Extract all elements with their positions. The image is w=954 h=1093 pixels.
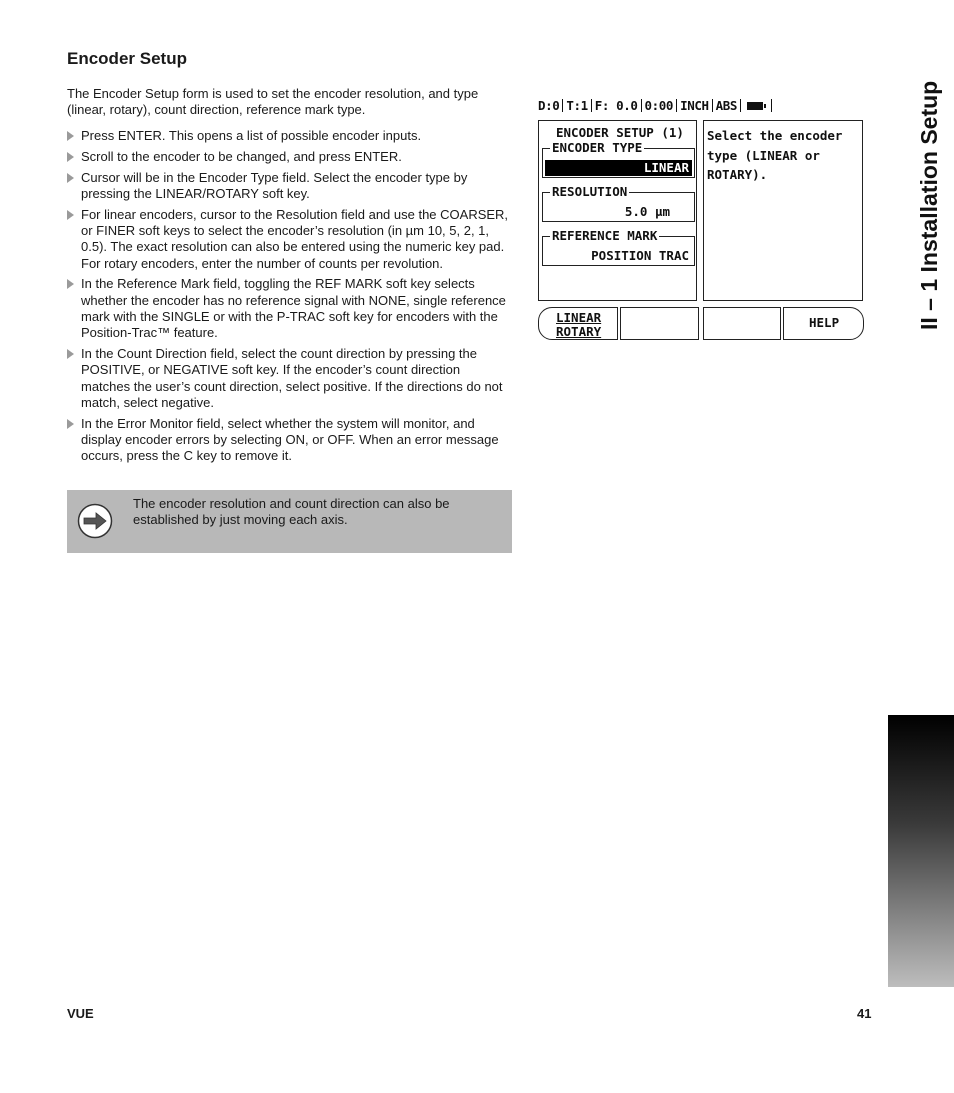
step-text: In the Count Direction field, select the count direction by pressing the POSITIVE, or NEGATIVE soft key. If the encoder’s count direction matches the user’s count direction, select positive. If the directions do not match, select negative. bbox=[81, 346, 503, 410]
softkey-blank-3[interactable] bbox=[703, 307, 781, 340]
reference-mark-field[interactable] bbox=[542, 228, 695, 266]
tool-indicator: T:1 bbox=[566, 98, 588, 113]
list-item bbox=[67, 170, 512, 203]
bullet-triangle-icon bbox=[67, 152, 74, 162]
help-panel bbox=[703, 120, 863, 301]
step-text: Scroll to the encoder to be changed, and press ENTER. bbox=[81, 148, 402, 164]
bullet-triangle-icon bbox=[67, 419, 74, 429]
reference-mark-value[interactable]: POSITION TRAC bbox=[591, 248, 689, 263]
list-item bbox=[67, 128, 512, 144]
encoder-type-field[interactable] bbox=[542, 140, 695, 178]
step-text: Press ENTER. This opens a list of possible encoder inputs. bbox=[81, 128, 422, 143]
linear-rotary-softkey[interactable] bbox=[538, 307, 618, 340]
feed-indicator: F: 0.0 bbox=[594, 98, 638, 113]
step-text: For linear encoders, cursor to the Resolution field and use the COARSER, or FINER soft keys to select the encoder’s resolution (in µm 10, 5, 2, 1, 0.5). The exact resolution can also be entered using the numeric key pad. For rotary encoders, enter the number of counts per revolution. bbox=[81, 206, 509, 271]
step-text: In the Reference Mark field, toggling the REF MARK soft key selects whether the encoder has no reference signal with NONE, single reference mark with the SINGLE or with the P-TRAC soft key for encoders with the Position-Trac™ feature. bbox=[81, 276, 506, 341]
note-text: The encoder resolution and count direction can also be established by just moving each axis. bbox=[133, 496, 450, 528]
section-heading: Encoder Setup bbox=[67, 49, 187, 68]
field-label: ENCODER TYPE bbox=[552, 140, 643, 155]
field-label: RESOLUTION bbox=[552, 184, 628, 199]
step-text: Cursor will be in the Encoder Type field. Select the encoder type by pressing the LINEAR/ROTARY soft key. bbox=[81, 169, 468, 201]
encoder-type-value[interactable]: LINEAR bbox=[545, 160, 692, 176]
linear-label: LINEAR bbox=[556, 310, 602, 325]
bullet-triangle-icon bbox=[67, 279, 74, 289]
field-label: REFERENCE MARK bbox=[552, 228, 658, 243]
list-item bbox=[67, 149, 512, 165]
status-bar bbox=[538, 98, 838, 116]
list-item bbox=[67, 416, 512, 465]
resolution-field[interactable] bbox=[542, 184, 695, 222]
bullet-triangle-icon bbox=[67, 210, 74, 220]
units-indicator: INCH bbox=[680, 98, 709, 113]
rotary-label: ROTARY bbox=[556, 324, 602, 339]
resolution-value[interactable]: 5.0 µm bbox=[624, 204, 670, 219]
bullet-triangle-icon bbox=[67, 131, 74, 141]
timer-indicator: 0:00 bbox=[644, 98, 674, 113]
help-text: Select the encoder type (LINEAR or ROTARY). bbox=[707, 128, 843, 182]
bullet-triangle-icon bbox=[67, 349, 74, 359]
mode-indicator: ABS bbox=[715, 98, 737, 113]
form-title: ENCODER SETUP (1) bbox=[556, 125, 684, 140]
softkey-label bbox=[556, 311, 601, 339]
intro-paragraph: The Encoder Setup form is used to set the encoder resolution, and type (linear, rotary), count direction, reference mark type. bbox=[67, 86, 479, 118]
datum-indicator: D:0 bbox=[538, 98, 560, 113]
arrow-right-icon bbox=[77, 503, 113, 539]
footer-product: VUE bbox=[67, 1006, 94, 1021]
list-item bbox=[67, 346, 512, 411]
steps-list bbox=[67, 128, 512, 469]
note-box bbox=[67, 490, 512, 553]
help-softkey[interactable] bbox=[783, 307, 864, 340]
bullet-triangle-icon bbox=[67, 173, 74, 183]
softkey-label: HELP bbox=[809, 315, 840, 330]
softkey-blank-2[interactable] bbox=[620, 307, 699, 340]
list-item bbox=[67, 207, 512, 272]
page-number: 41 bbox=[857, 1006, 872, 1021]
battery-icon bbox=[747, 102, 763, 110]
step-text: In the Error Monitor field, select whether the system will monitor, and display encoder errors by selecting ON, or OFF. When an error message occurs, press the C key to remove it. bbox=[81, 415, 499, 464]
dro-screen bbox=[538, 96, 868, 346]
side-title-text: II – 1 Installation Setup bbox=[916, 80, 942, 330]
side-tab-gradient bbox=[888, 715, 954, 987]
list-item bbox=[67, 276, 512, 341]
encoder-setup-form bbox=[538, 120, 697, 301]
